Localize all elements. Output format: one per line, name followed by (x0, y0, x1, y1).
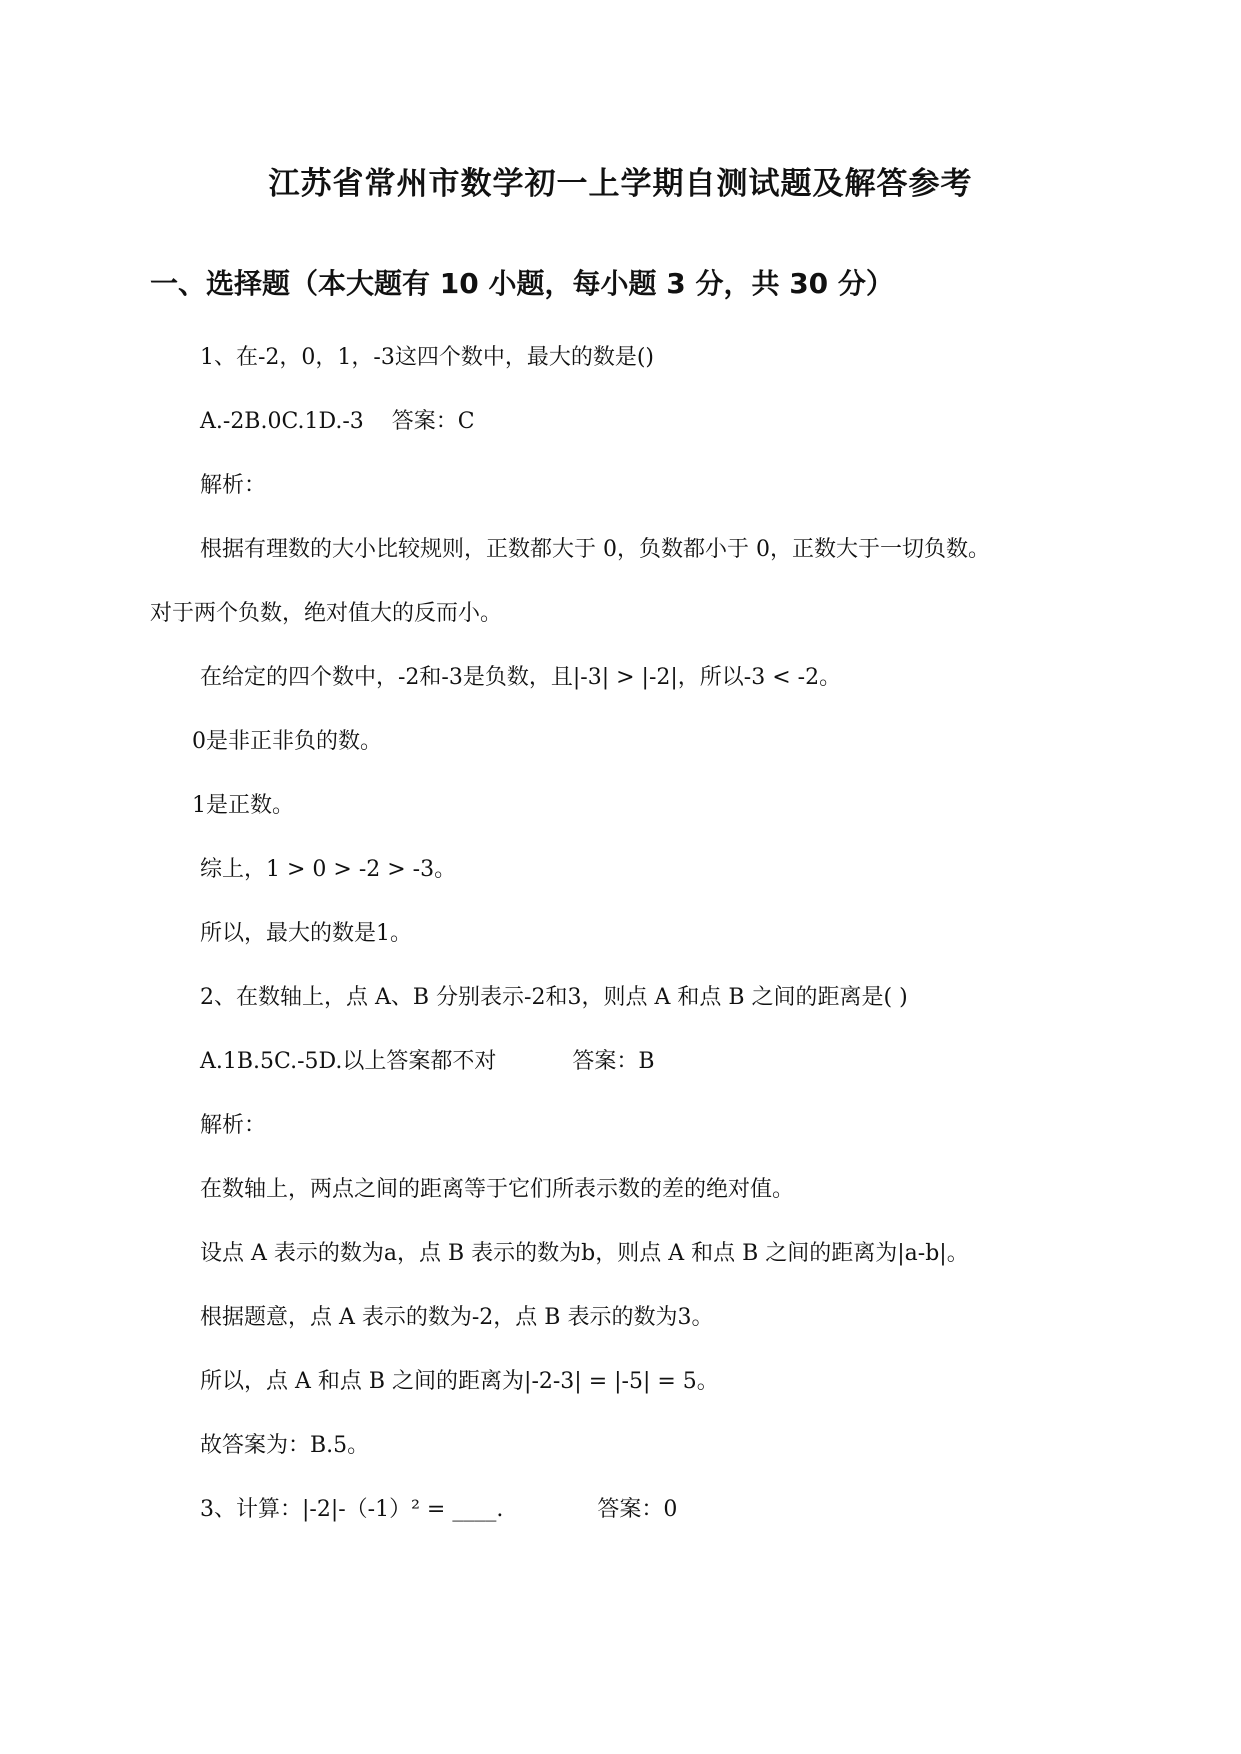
question-2-analysis-line: 在数轴上，两点之间的距离等于它们所表示数的差的绝对值。 (200, 1177, 795, 1202)
question-1-analysis-line: 根据有理数的大小比较规则，正数都大于 0，负数都小于 0，正数大于一切负数。 (200, 537, 990, 562)
document-title: 江苏省常州市数学初一上学期自测试题及解答参考 (268, 166, 973, 202)
question-1-analysis-line: 所以，最大的数是1。 (200, 921, 412, 946)
question-1-text: 1、在-2，0，1，-3这四个数中，最大的数是() (200, 345, 655, 370)
question-3-text: 3、计算：|-2|-（-1）² = ____. (200, 1497, 504, 1522)
question-2-text: 2、在数轴上，点 A、B 分别表示-2和3，则点 A 和点 B 之间的距离是( ) (200, 985, 908, 1010)
question-2-analysis-line: 故答案为：B.5。 (200, 1433, 370, 1458)
question-2-options-line (200, 1047, 655, 1077)
question-2-analysis-line: 设点 A 表示的数为a，点 B 表示的数为b，则点 A 和点 B 之间的距离为|a-b|。 (200, 1241, 969, 1266)
question-1-options: A.-2B.0C.1D.-3 (200, 409, 364, 434)
question-2-analysis-line: 所以，点 A 和点 B 之间的距离为|-2-3| = |-5| = 5。 (200, 1369, 719, 1394)
question-3-line (200, 1495, 677, 1525)
question-1-analysis-label: 解析： (200, 473, 267, 498)
question-1-analysis-line: 1是正数。 (192, 793, 294, 818)
question-3-answer: 答案：0 (597, 1497, 678, 1522)
question-2-analysis-label: 解析： (200, 1113, 267, 1138)
question-2-analysis-line: 根据题意，点 A 表示的数为-2，点 B 表示的数为3。 (200, 1305, 714, 1330)
question-2-options: A.1B.5C.-5D.以上答案都不对 (200, 1049, 497, 1074)
question-1-analysis-line: 0是非正非负的数。 (192, 729, 382, 754)
question-1-answer: 答案：C (391, 409, 475, 434)
question-2-answer: 答案：B (572, 1049, 655, 1074)
question-1-analysis-line: 在给定的四个数中，-2和-3是负数，且|-3| > |-2|，所以-3 < -2。 (200, 665, 842, 690)
question-1-analysis-line: 综上，1 > 0 > -2 > -3。 (200, 857, 457, 882)
question-1-options-line (200, 407, 475, 437)
section-heading: 一、选择题（本大题有 10 小题，每小题 3 分，共 30 分） (150, 267, 894, 300)
question-1-analysis-line: 对于两个负数，绝对值大的反而小。 (150, 601, 503, 626)
